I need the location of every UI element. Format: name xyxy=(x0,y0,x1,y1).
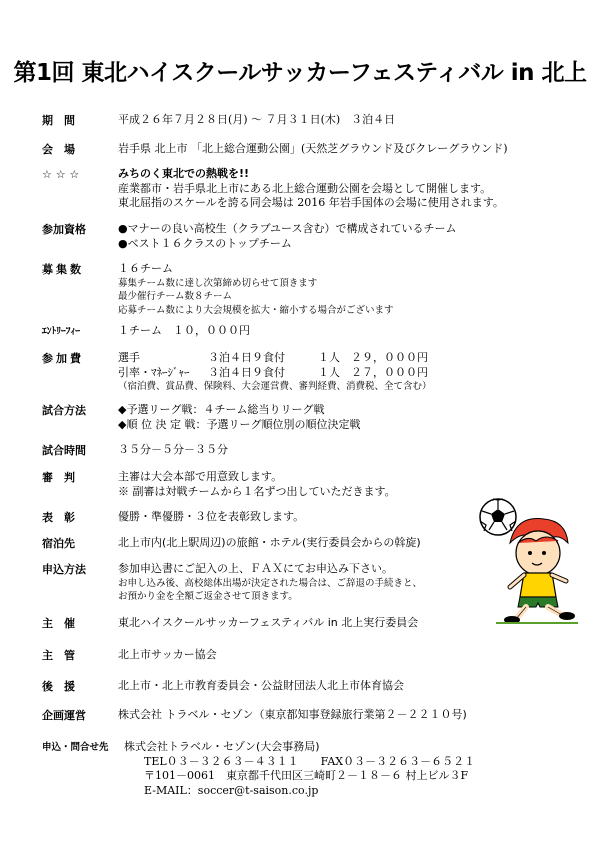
host-text: 東北ハイスクールサッカーフェスティバル in 北上実行委員会 xyxy=(118,616,419,629)
recruit-line: 募集チーム数に達し次第締め切らせて頂きます xyxy=(118,277,318,289)
soccer-ball-icon xyxy=(480,499,516,535)
apply-line: お預かり金を全額ご返金させて頂きます。 xyxy=(118,591,298,602)
award-text: 優勝・準優勝・３位を表彰致します。 xyxy=(118,510,305,523)
lodging-text: 北上市内(北上駅周辺)の旅館・ホテル(実行委員会からの斡旋) xyxy=(118,536,421,549)
referee-line: ※ 副審は対戦チームから１名ずつ出していただきます。 xyxy=(118,484,396,498)
fee-plan: ３泊４日９食付 xyxy=(208,351,285,364)
format-label: 試合方法 xyxy=(42,404,86,417)
contact-tel: TEL０３－３２６３－４３１１ FAX０３－３２６３－６５２１ xyxy=(144,754,476,768)
apply-line: お申し込み後、高校総体出場が決定された場合は、ご辞退の手続きと、 xyxy=(118,577,423,589)
format-line: ◆順 位 決 定 戦：予選リーグ順位別の順位決定戦 xyxy=(118,417,361,431)
referee-label: 審判 xyxy=(42,471,86,484)
fee-line xyxy=(118,351,548,366)
lodging-label: 宿泊先 xyxy=(42,537,75,550)
fee-note: （宿泊費、賞品費、保険料、大会運営費、審判経費、消費税、全て含む） xyxy=(118,381,432,392)
fee-label: 参加費 xyxy=(42,352,84,365)
fee-who: 引率・ﾏﾈｰｼﾞｬｰ xyxy=(118,365,190,379)
planning-label: 企画運営 xyxy=(42,709,86,722)
entry-label: ｴﾝﾄﾘｰﾌｨｰ xyxy=(42,326,81,337)
fee-who: 選手 xyxy=(118,351,140,364)
fee-price: １人 ２７，０００円 xyxy=(318,365,428,379)
recruit-line: 応募チーム数により大会規模を拡大・縮小する場合がございます xyxy=(118,304,394,316)
support-text: 北上市・北上市教育委員会・公益財団法人北上市体育協会 xyxy=(118,679,404,692)
contact-company: 株式会社トラベル・セゾン(大会事務局) xyxy=(124,740,320,753)
planning-text: 株式会社 トラベル・セゾン（東京都知事登録旅行業第２－２２１０号) xyxy=(118,708,467,721)
venue-label: 会場 xyxy=(42,143,86,156)
eligibility-label: 参加資格 xyxy=(42,223,86,236)
page-title: 第1回 東北ハイスクールサッカーフェスティバル in 北上 xyxy=(13,60,587,86)
period-text: 平成２６年７月２８日(月) 〜 ７月３１日(木) ３泊４日 xyxy=(118,113,396,126)
contact-label: 申込・問合せ先 xyxy=(42,742,109,753)
period-label: 期間 xyxy=(42,114,86,127)
organizer-label: 主管 xyxy=(42,649,86,662)
stars-line: 東北屈指のスケールを誇る同会場は 2016 年岩手国体の会場に使用されます。 xyxy=(118,196,504,209)
matchtime-label: 試合時間 xyxy=(42,444,86,457)
contact-email[interactable]: E-MAIL：soccer@t-saison.co.jp xyxy=(144,783,319,797)
stars-label: ☆ ☆ ☆ xyxy=(42,168,80,181)
recruit-line: １６チーム xyxy=(118,262,173,275)
organizer-text: 北上市サッカー協会 xyxy=(118,648,217,661)
fee-price: １人 ２９，０００円 xyxy=(318,351,428,364)
format-line: ◆予選リーグ戦：４チーム総当りリーグ戦 xyxy=(118,403,325,416)
host-label: 主催 xyxy=(42,617,86,630)
apply-label: 申込方法 xyxy=(42,563,86,576)
apply-line: 参加申込書にご記入の上、ＦＡＸにてお申込み下さい。 xyxy=(118,562,393,575)
award-label: 表彰 xyxy=(42,511,86,524)
fee-plan: ３泊４日９食付 xyxy=(208,365,285,379)
eligibility-line: ●マナーの良い高校生（クラブユース含む）で構成されているチーム xyxy=(118,222,457,235)
venue-text: 岩手県 北上市 「北上総合運動公園」(天然芝グラウンド及びクレーグラウンド) xyxy=(118,142,508,155)
entry-text: １チーム １０，０００円 xyxy=(118,324,250,337)
contact-address: 〒101－0061 東京都千代田区三崎町２－１８－６ 村上ビル３F xyxy=(144,769,469,782)
recruit-line: 最少催行チーム数８チーム xyxy=(118,291,233,302)
eligibility-line: ●ベスト１６クラスのトップチーム xyxy=(118,236,292,250)
referee-line: 主審は大会本部で用意致します。 xyxy=(118,470,283,483)
recruit-label: 募集数 xyxy=(42,263,84,276)
stars-line: 産業都市・岩手県北上市にある北上総合運動公園を会場として開催します。 xyxy=(118,181,492,195)
soccer-player-illustration xyxy=(466,495,586,625)
stars-line: みちのく東北での熱戦を!! xyxy=(118,167,250,180)
support-label: 後援 xyxy=(42,680,86,693)
fee-line xyxy=(118,366,548,381)
matchtime-text: ３５分－５分－３５分 xyxy=(118,443,228,456)
